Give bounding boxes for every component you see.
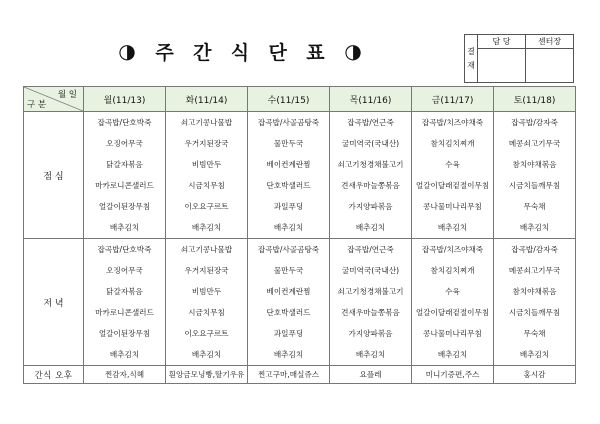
menu-item: 비빔만두 [191,287,222,296]
title-char: 단 [268,41,287,64]
menu-item: 시금치들깨무침 [508,308,561,317]
menu-item: 배추김치 [519,350,550,359]
day-header: 수(11/15) [248,87,330,112]
menu-item: 배추김치 [519,223,550,232]
menu-item: 무숙채 [523,329,546,338]
menu-item: 쇠고기콩나물밥 [180,118,233,127]
menu-item: 시금치무침 [188,308,225,317]
menu-cell [248,112,330,239]
menu-item: 수육 [445,287,460,296]
lunch-label [24,112,84,239]
menu-item: 쇠고기청경채불고기 [337,287,404,296]
menu-item: 쇠고기청경채불고기 [337,160,404,169]
menu-item: 과일푸딩 [273,202,304,211]
title-char: 식 [230,41,250,64]
snack-cell: 홍시감 [494,366,576,384]
approval-box [464,34,574,83]
menu-item: 견새우마늘쫑볶음 [341,181,400,190]
menu-item: 오징어무국 [106,266,143,275]
menu-cell [248,239,330,366]
menu-item: 닭갈자볶음 [106,160,143,169]
title-char: 간 [193,41,212,64]
menu-item: 배추김치 [191,223,222,232]
menu-item: 잡곡밥/치즈야채죽 [421,118,484,127]
dinner-row [24,239,576,366]
menu-item: 얼갈이달래겉절이무침 [415,181,490,190]
menu-item: 닭갈자볶음 [106,287,143,296]
menu-item: 메콩쇠고기무국 [508,266,561,275]
menu-item: 잡곡밥/사골곰탕죽 [257,245,320,254]
corner-cell [24,87,84,112]
approval-sign-director[interactable] [526,49,574,83]
half-circle-icon-left: ◑ [118,39,136,63]
menu-item: 참치야채볶음 [512,160,557,169]
day-header: 금(11/17) [412,87,494,112]
menu-item: 얼갈이된장무침 [98,202,151,211]
menu-item: 배추김치 [273,350,304,359]
menu-item: 이오요구르트 [184,202,229,211]
menu-item: 얼갈이달래겉절이무침 [415,308,490,317]
menu-item: 참치김치찌개 [430,266,475,275]
menu-item: 무숙채 [523,202,546,211]
menu-cell [494,239,576,366]
day-header: 목(11/16) [330,87,412,112]
snack-cell: 미니기증편,주스 [412,366,494,384]
menu-item: 콩나물미나리무침 [423,329,482,338]
menu-item: 과일푸딩 [273,329,304,338]
lunch-row [24,112,576,239]
menu-item: 배추김치 [437,350,468,359]
menu-item: 시금치무침 [188,181,225,190]
page-title [118,37,362,65]
day-header: 화(11/14) [166,87,248,112]
header-row [24,87,576,112]
menu-item: 시금치들깨무침 [508,181,561,190]
approval-role-manager: 담 당 [478,35,526,49]
menu-item: 비빔만두 [191,160,222,169]
menu-item: 잡곡밥/연근죽 [347,118,394,127]
snack-cell: 찐감자,식혜 [84,366,166,384]
menu-item: 얼갈이된장무침 [98,329,151,338]
snack-cell: 찐고구마,매실쥬스 [248,366,330,384]
menu-cell [412,239,494,366]
approval-sign-manager[interactable] [478,49,526,83]
menu-cell [166,112,248,239]
day-header: 월(11/13) [84,87,166,112]
dinner-label [24,239,84,366]
menu-cell [84,239,166,366]
menu-item: 배추김치 [355,350,386,359]
snack-row [24,366,576,384]
menu-item: 물만두국 [273,266,304,275]
title-char: 주 [155,41,174,64]
menu-item: 잡곡밥/감자죽 [511,245,558,254]
menu-item: 콩나물미나리무침 [423,202,482,211]
dinner-label-text: 저 녁 [43,298,64,309]
menu-item: 오징어무국 [106,139,143,148]
approval-label: 결재 [465,35,478,83]
snack-cell: 흰앙금모닝빵,딸기우유 [166,366,248,384]
menu-item: 잡곡밥/연근죽 [347,245,394,254]
menu-item: 단호박샐러드 [266,308,311,317]
menu-item: 잡곡밥/단호박죽 [97,118,152,127]
title-char: 표 [306,41,325,64]
menu-item: 베이컨계란찜 [266,160,311,169]
menu-item: 마카로니콘샐러드 [95,181,154,190]
menu-item: 배추김치 [437,223,468,232]
menu-item: 배추김치 [273,223,304,232]
menu-item: 이오요구르트 [184,329,229,338]
menu-cell [494,112,576,239]
corner-date-label: 월 일 [57,90,77,100]
corner-category-label: 구 분 [27,100,47,110]
lunch-label-text: 점 심 [43,171,64,182]
menu-item: 견새우마늘쫑볶음 [341,308,400,317]
menu-item: 수육 [445,160,460,169]
menu-item: 메콩쇠고기무국 [508,139,561,148]
menu-item: 물만두국 [273,139,304,148]
weekly-menu-table [23,86,576,384]
menu-item: 배추김치 [109,350,140,359]
menu-item: 베이컨계란찜 [266,287,311,296]
snack-cell: 요플레 [330,366,412,384]
menu-cell [84,112,166,239]
menu-item: 배추김치 [355,223,386,232]
menu-cell [412,112,494,239]
menu-item: 잡곡밥/감자죽 [511,118,558,127]
menu-item: 잡곡밥/사골곰탕죽 [257,118,320,127]
menu-cell [166,239,248,366]
menu-item: 굴미역국(국내산) [341,266,400,275]
menu-cell [330,112,412,239]
menu-item: 가지양파볶음 [348,202,393,211]
menu-cell [330,239,412,366]
menu-item: 가지양파볶음 [348,329,393,338]
snack-label: 간식 오후 [24,366,84,384]
menu-item: 잡곡밥/단호박죽 [97,245,152,254]
menu-item: 굴미역국(국내산) [341,139,400,148]
menu-item: 단호박샐러드 [266,181,311,190]
day-header: 토(11/18) [494,87,576,112]
menu-item: 우거지된장국 [184,139,229,148]
menu-item: 우거지된장국 [184,266,229,275]
menu-item: 배추김치 [109,223,140,232]
menu-item: 잡곡밥/치즈야채죽 [421,245,484,254]
menu-item: 마카로니콘샐러드 [95,308,154,317]
menu-item: 참치김치찌개 [430,139,475,148]
menu-item: 배추김치 [191,350,222,359]
menu-item: 쇠고기콩나물밥 [180,245,233,254]
menu-item: 참치야채볶음 [512,287,557,296]
approval-role-director: 센터장 [526,35,574,49]
half-circle-icon-right: ◑ [344,39,362,63]
